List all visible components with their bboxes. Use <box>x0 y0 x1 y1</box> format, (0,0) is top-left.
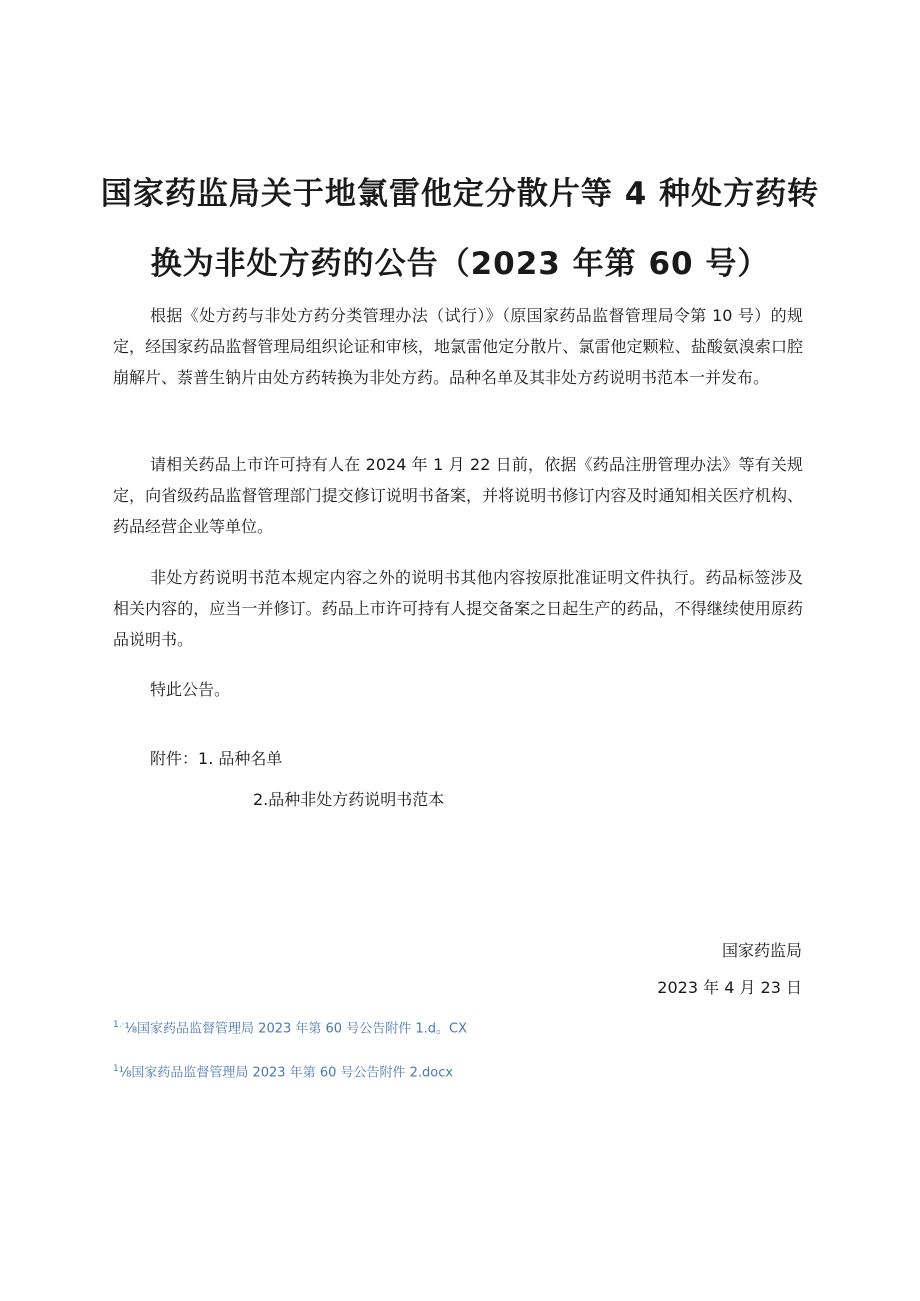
document-title-line-1: 国家药监局关于地氯雷他定分散片等 4 种处方药转 <box>100 176 820 212</box>
attachments-heading <box>150 743 282 774</box>
attachment-item-1: 1. 品种名单 <box>198 749 283 768</box>
paragraph-scope: 非处方药说明书范本规定内容之外的说明书其他内容按原批准证明文件执行。药品标签涉及相关内容的，应当一并修订。药品上市许可持有人提交备案之日起生产的药品，不得继续使用原药品说明书。 <box>113 568 803 649</box>
signature-date: 2023 年 4 月 23 日 <box>657 978 802 997</box>
file-link-marker: 1.· <box>113 1020 125 1030</box>
signature-organization: 国家药监局 <box>721 941 802 960</box>
paragraph-closing: 特此公告。 <box>150 680 231 699</box>
paragraph-request: 请相关药品上市许可持有人在 2024 年 1 月 22 日前，依据《药品注册管理办法》等有关规定，向省级药品监督管理部门提交修订说明书备案，并将说明书修订内容及时通知相关医疗机构、药品经营企业等单位。 <box>113 455 803 536</box>
document-title-line-2: 换为非处方药的公告（2023 年第 60 号） <box>150 246 770 282</box>
attachment-file-link-2[interactable] <box>113 1059 453 1083</box>
paragraph-basis: 根据《处方药与非处方药分类管理办法（试行）》（原国家药品监督管理局令第 10 号）的规定，经国家药品监督管理局组织论证和审核，地氯雷他定分散片、氯雷他定颗粒、盐酸氨溴索口腔崩解片、萘普生钠片由处方药转换为非处方药。品种名单及其非处方药说明书范本一并发布。 <box>113 306 803 387</box>
attachments-label: 附件： <box>150 749 199 768</box>
attachment-file-link-1[interactable] <box>113 1015 467 1039</box>
attachment-item-2: 2.品种非处方药说明书范本 <box>253 790 445 809</box>
file-link-marker: 1 <box>113 1064 119 1074</box>
file-link-label: ⅛国家药品监督管理局 2023 年第 60 号公告附件 1.d。CX <box>124 1021 467 1037</box>
file-link-label: ⅛国家药品监督管理局 2023 年第 60 号公告附件 2.docx <box>118 1065 454 1081</box>
